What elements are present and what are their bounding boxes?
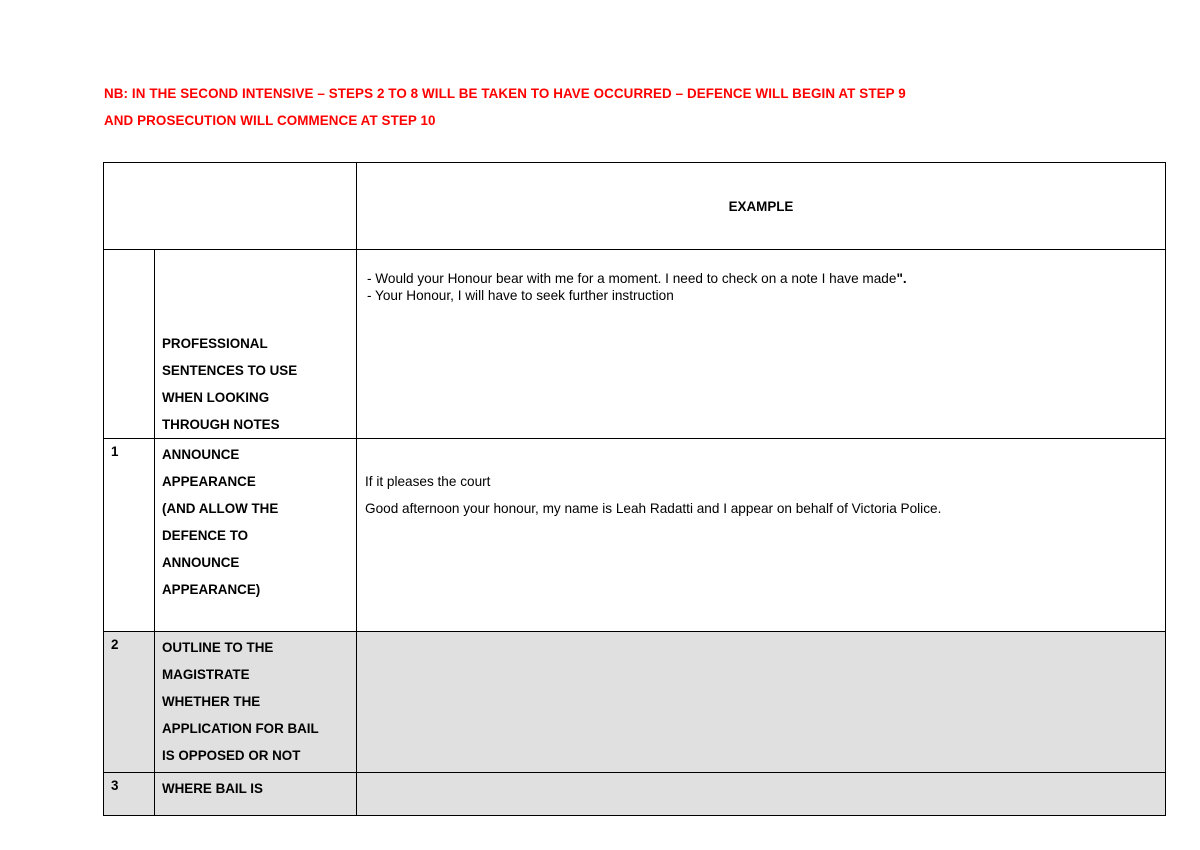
row-label-line: APPLICATION FOR BAIL bbox=[162, 721, 319, 736]
row-label-line: MAGISTRATE bbox=[162, 667, 250, 682]
row-number-cell bbox=[104, 250, 155, 439]
example-line: If it pleases the court bbox=[365, 474, 491, 489]
steps-table bbox=[103, 162, 1166, 816]
row-label-line: OUTLINE TO THE bbox=[162, 640, 274, 655]
example-line: - Your Honour, I will have to seek further instruction bbox=[367, 288, 674, 303]
row-example-cell bbox=[357, 632, 1166, 773]
row-label-line: WHERE BAIL IS bbox=[162, 781, 263, 796]
table-row bbox=[104, 773, 1166, 816]
row-label-line: THROUGH NOTES bbox=[162, 417, 280, 432]
row-example-cell bbox=[357, 250, 1166, 439]
row-example-cell bbox=[357, 439, 1166, 632]
row-label-line: APPEARANCE bbox=[162, 474, 256, 489]
example-quote-end: ". bbox=[896, 271, 907, 286]
example-line: Good afternoon your honour, my name is Leah Radatti and I appear on behalf of Victoria Police. bbox=[365, 501, 942, 516]
row-label-cell bbox=[155, 632, 357, 773]
table-row bbox=[104, 632, 1166, 773]
row-label-cell bbox=[155, 439, 357, 632]
table-header-row bbox=[104, 163, 1166, 250]
row-number-cell: 3 bbox=[104, 773, 155, 816]
row-example-cell bbox=[357, 773, 1166, 816]
header-blank-cell bbox=[104, 163, 357, 250]
row-number-cell: 2 bbox=[104, 632, 155, 773]
row-label-cell bbox=[155, 773, 357, 816]
row-label-line: DEFENCE TO bbox=[162, 528, 249, 543]
example-line bbox=[367, 270, 1155, 287]
table-row bbox=[104, 250, 1166, 439]
row-label-line: PROFESSIONAL bbox=[162, 336, 268, 351]
row-label-line: WHEN LOOKING bbox=[162, 390, 270, 405]
row-label-line: SENTENCES TO USE bbox=[162, 363, 298, 378]
example-text: - Would your Honour bear with me for a moment. I need to check on a note I have made bbox=[367, 271, 897, 286]
row-number-cell: 1 bbox=[104, 439, 155, 632]
notice-line-1: NB: IN THE SECOND INTENSIVE – STEPS 2 TO 8 WILL BE TAKEN TO HAVE OCCURRED – DEFENCE WILL BEGIN AT STEP 9 bbox=[104, 86, 906, 101]
notice-banner bbox=[104, 80, 1164, 134]
row-label-line: (AND ALLOW THE bbox=[162, 501, 279, 516]
row-label-line: ANNOUNCE bbox=[162, 447, 240, 462]
table-row bbox=[104, 439, 1166, 632]
row-label-line: WHETHER THE bbox=[162, 694, 261, 709]
row-label-cell bbox=[155, 250, 357, 439]
notice-line-2: AND PROSECUTION WILL COMMENCE AT STEP 10 bbox=[104, 113, 436, 128]
row-label-line: ANNOUNCE bbox=[162, 555, 240, 570]
row-label-line: APPEARANCE) bbox=[162, 582, 261, 597]
example-column-header: EXAMPLE bbox=[357, 163, 1166, 250]
row-label-line: IS OPPOSED OR NOT bbox=[162, 748, 301, 763]
